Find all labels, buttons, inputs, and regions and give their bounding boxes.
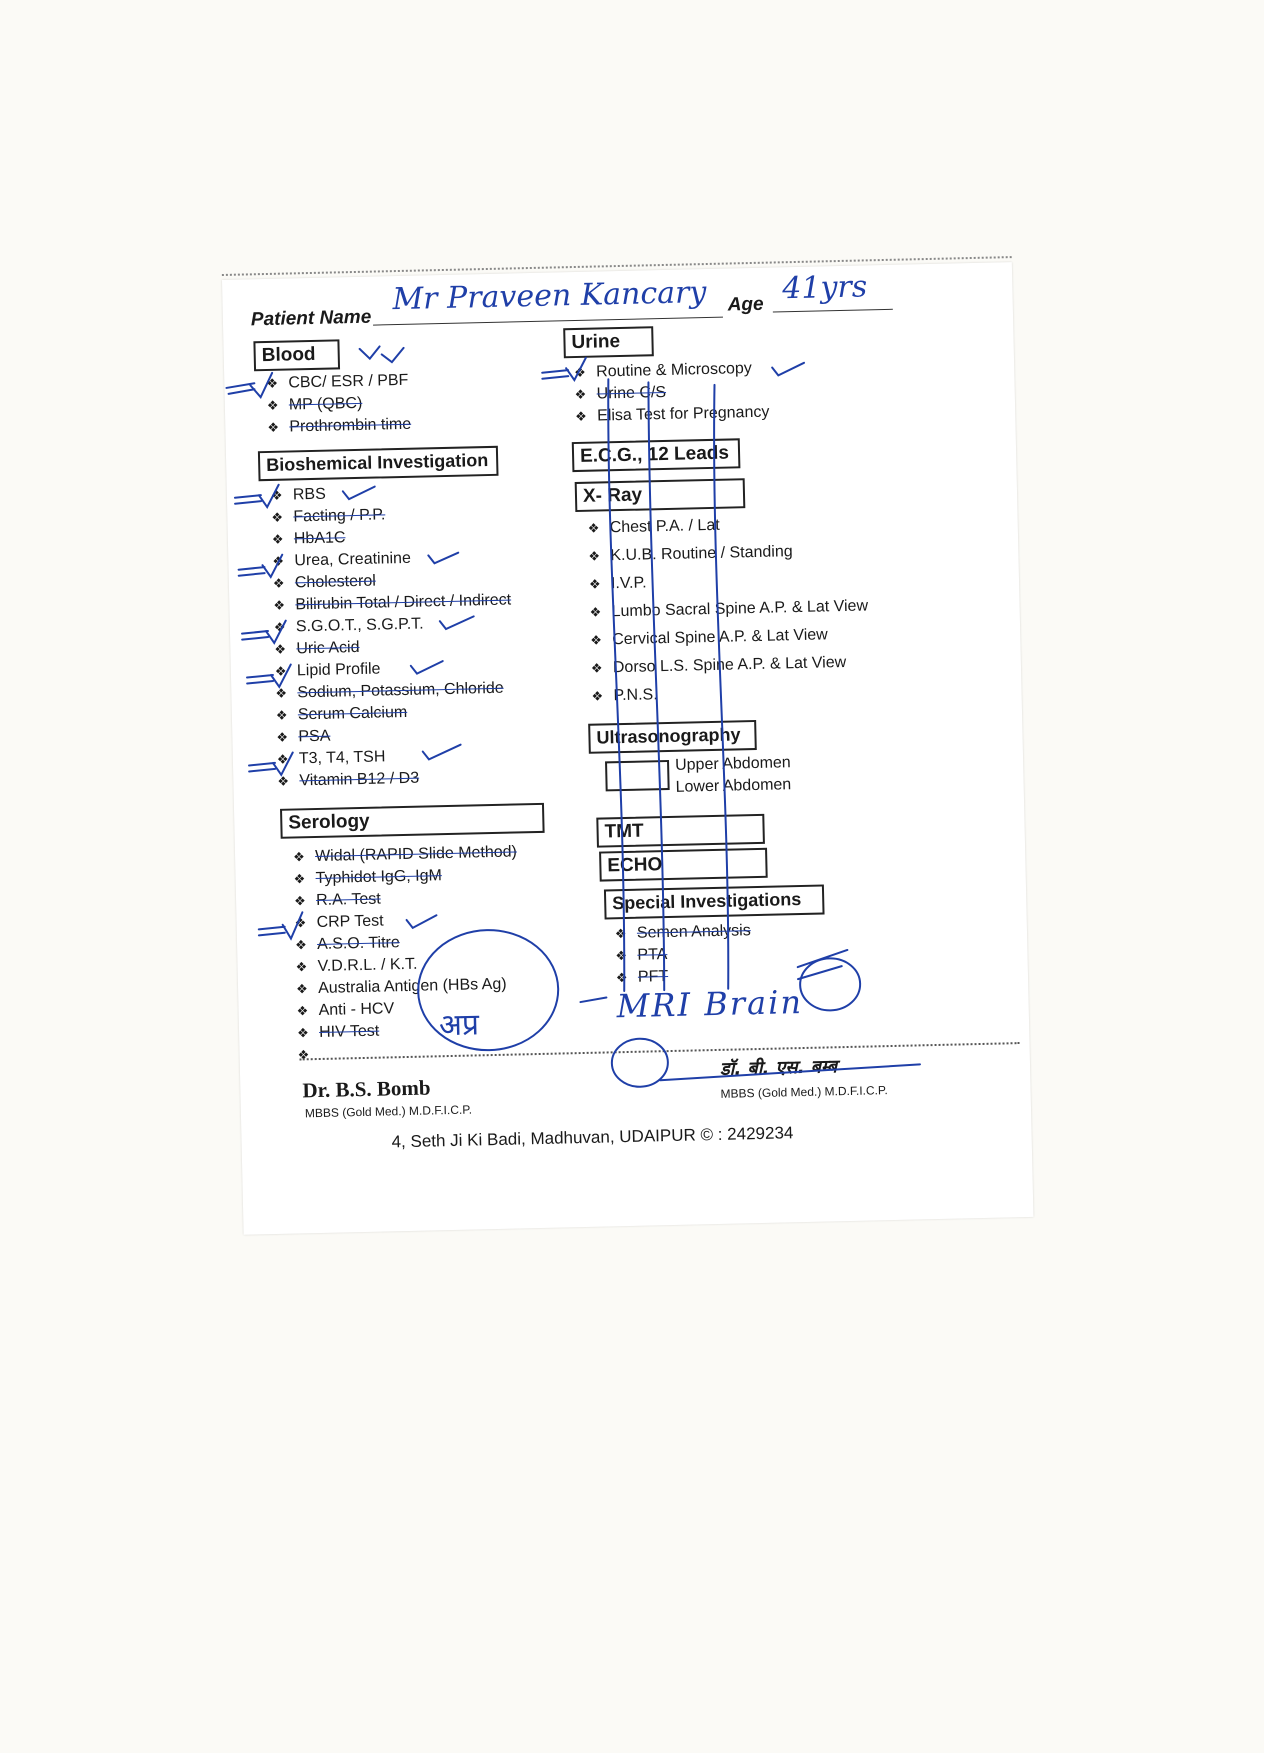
list-item: ❖ A.S.O. Titre [294,934,400,954]
xray-heading: X- Ray [575,478,746,512]
tick-mark [235,485,279,508]
serology-heading: Serology [280,803,545,839]
list-item: ❖ Urea, Creatinine [272,549,412,570]
blood-heading: Blood [253,339,340,371]
clinic-address: 4, Seth Ji Ki Badi, Madhuvan, UDAIPUR © : 2429234 [391,1123,794,1152]
list-item: ❖ HIV Test [296,1022,380,1041]
tick-mark [226,373,273,398]
tick-mark [406,915,436,928]
urine-heading: Urine [563,326,654,358]
age-value: 41yrs [781,269,868,307]
tick-mark [542,358,586,381]
list-item: ❖ CBC/ ESR / PBF [266,371,409,392]
tick-mark [258,912,303,939]
list-item: ❖ Cervical Spine A.P. & Lat View [590,626,828,649]
tick-mark [772,363,804,376]
prescription-slip [222,262,1033,1235]
list-item: ❖ I.V.P. [588,574,647,593]
patient-name-label: Patient Name [250,306,372,331]
pen-markings [222,262,1033,1235]
list-item: ❖ PTA [615,946,668,964]
tick-mark [242,621,286,644]
list-item: ❖ RBS [270,485,326,504]
tick-mark [579,950,848,1002]
list-item: ❖ Prothrombin time [267,415,412,436]
signature-qualifications: MBBS (Gold Med.) M.D.F.I.C.P. [720,1083,888,1101]
handwritten-mri-note: MRI Brain [616,983,804,1026]
list-item: ❖ Uric Acid [274,638,360,658]
list-item: ❖ Semen Analysis [614,922,751,942]
list-item: ❖ Facting / P.P. [271,506,386,526]
signature-stamp: डॉ. बी. एस. बम्ब [719,1056,838,1080]
list-item: ❖ S.G.O.T., S.G.P.T. [273,615,424,636]
list-item: ❖ CRP Test [294,912,384,932]
circle-annotation [417,929,560,1052]
list-item: Lower Abdomen [675,776,792,796]
doctor-name: Dr. B.S. Bomb [302,1075,431,1103]
list-item: ❖ Serum Calcium [275,703,408,724]
biochem-heading: Bioshemical Investigation [258,446,499,481]
tick-mark [440,616,474,629]
list-item: ❖ T3, T4, TSH [276,748,386,768]
tick-mark [423,745,461,760]
list-item: ❖ Lipid Profile [274,660,381,680]
list-item: ❖ Elisa Test for Pregnancy [575,403,770,425]
list-item: ❖ Sodium, Potassium, Chloride [275,679,504,702]
list-item: ❖ Routine & Microscopy [574,360,752,381]
list-item: ❖ P.N.S. [591,686,658,705]
list-item: ❖ [297,1047,310,1063]
list-item: ❖ HbA1C [271,529,346,548]
tick-mark [428,553,458,564]
list-item: ❖ Vitamin B12 / D3 [277,769,420,790]
tick-mark [247,665,291,688]
list-item: ❖ V.D.R.L. / K.T. [295,955,418,976]
list-item: ❖ Widal (RAPID Slide Method) [292,843,518,866]
circle-annotation [800,958,861,1011]
tick-mark [249,753,293,776]
tick-mark [238,555,282,578]
list-item: ❖ Urine C/S [574,383,667,403]
list-item: ❖ Anti - HCV [296,1000,395,1019]
tick-mark [343,487,375,500]
vertical-line [607,379,626,991]
patient-name-value: Mr Praveen Kancary [392,275,707,318]
list-item: ❖ R.A. Test [293,890,381,910]
list-item: ❖ Cholesterol [272,572,377,592]
vertical-line [712,385,730,989]
tick-mark [411,661,443,674]
tmt-heading: TMT [596,814,765,848]
list-item: ❖ MP (QBC) [266,394,363,414]
list-item: ❖ PSA [276,727,331,746]
list-item: ❖ Dorso L.S. Spine A.P. & Lat View [590,653,847,677]
age-label: Age [727,293,764,316]
special-heading: Special Investigations [604,885,825,920]
list-item: ❖ Bilirubin Total / Direct / Indirect [273,591,512,614]
doctor-qualifications: MBBS (Gold Med.) M.D.F.I.C.P. [304,1102,473,1121]
tick-mark [360,346,404,363]
handwritten-hindi-note: अप्र [438,1007,480,1044]
underline-stroke [660,1064,920,1080]
list-item: ❖ Chest P.A. / Lat [587,516,720,537]
list-item: ❖ Australia Antigen (HBs Ag) [295,975,507,997]
usg-heading: Ultrasonography [588,720,757,754]
list-item: ❖ K.U.B. Routine / Standing [588,543,793,565]
list-item: ❖ PFT [615,968,669,986]
list-item: ❖ Typhidot IgG, IgM [293,867,443,888]
echo-heading: ECHO [599,848,768,882]
ecg-heading: E.C.G., 12 Leads [572,438,741,472]
list-item: Upper Abdomen [674,754,791,774]
list-item: ❖ Lumbo Sacral Spine A.P. & Lat View [589,597,869,621]
vertical-line [647,382,665,990]
